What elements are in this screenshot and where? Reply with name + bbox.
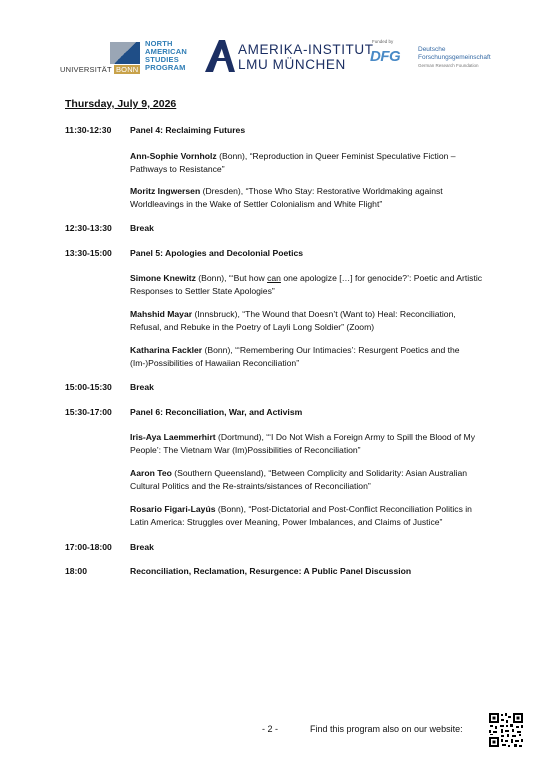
talk-details: (Bonn), “‘Remembering Our Intimacies’: Resurgent Poetics and the (Im-)Possibilities of Hawaiian Reconciliation” <box>130 345 460 368</box>
session-title: Break <box>130 382 154 392</box>
speaker-name: Katharina Fackler <box>130 345 203 355</box>
talk-details-emphasis: can <box>267 273 281 283</box>
talk-details: (Southern Queensland), “Between Complicity and Solidarity: Asian Australian Cultural Politics and the Re-straints/sistances of Reconciliation” <box>130 468 468 491</box>
talk-details: (Bonn), “Post-Dictatorial and Post-Conflict Reconciliation Politics in Latin America: Struggles over Meaning, Power Imbalances, and Claims of Justice” <box>130 504 472 527</box>
session-time: 18:00 <box>65 566 87 576</box>
speaker-name: Moritz Ingwersen <box>130 186 201 196</box>
session-title: Panel 4: Reclaiming Futures <box>130 125 246 135</box>
session-time: 17:00-18:00 <box>65 542 112 552</box>
talk-details: (Dresden), “Those Who Stay: Restorative Worldmaking against Worldleavings in the Wake of Settler Colonialism and White Flight” <box>130 186 443 209</box>
bonn-logo-text: UNIVERSITÄT <box>60 65 112 74</box>
talk-entry <box>130 150 485 176</box>
talk-entry <box>130 185 485 211</box>
talk-entry <box>130 272 485 298</box>
talk-details: (Dortmund), “‘I Do Not Wish a Foreign Army to Spill the Blood of My People’: The Vietnam War (Im)Possibilities of Reconciliation” <box>130 432 475 455</box>
talk-entry <box>130 308 485 334</box>
north-american-studies-program-logo: NORTH AMERICAN STUDIES PROGRAM <box>145 39 188 72</box>
speaker-name: Ann-Sophie Vornholz <box>130 151 217 161</box>
talk-entry <box>130 503 485 529</box>
speaker-name: Simone Knewitz <box>130 273 196 283</box>
session-title: Panel 5: Apologies and Decolonial Poetics <box>130 248 304 258</box>
talk-entry <box>130 431 485 457</box>
amerika-institut-logo-mark <box>205 40 235 72</box>
speaker-name: Mahshid Mayar <box>130 309 193 319</box>
session-time: 15:30-17:00 <box>65 407 112 417</box>
talk-details-b: one apologize […] for genocide?’: Poetic and Artistic Responses to Settler State Apologies” <box>130 273 483 296</box>
university-bonn-logo <box>60 40 140 76</box>
session-title: Break <box>130 223 154 233</box>
page-number: - 2 - <box>262 724 279 734</box>
session-title: Break <box>130 542 154 552</box>
speaker-name: Aaron Teo <box>130 468 172 478</box>
session-time: 13:30-15:00 <box>65 248 112 258</box>
speaker-name: Iris-Aya Laemmerhirt <box>130 432 216 442</box>
session-time: 12:30-13:30 <box>65 223 112 233</box>
bonn-logo-mark <box>110 42 140 64</box>
amerika-institut-logo-text: AMERIKA-INSTITUT LMU MÜNCHEN <box>238 42 374 72</box>
session-time: 11:30-12:30 <box>65 125 112 135</box>
speaker-name: Rosario Figari-Layús <box>130 504 216 514</box>
talk-details: (Bonn), “Reproduction in Queer Feminist Speculative Fiction – Pathways to Resistance” <box>130 151 456 174</box>
bonn-logo-tag: BONN <box>115 65 139 74</box>
talk-details: (Innsbruck), “The Wound that Doesn’t (Want to) Heal: Reconciliation, Refusal, and Rebuke in the Poetry of Layli Long Soldier” (Zoom) <box>130 309 456 332</box>
session-time: 15:00-15:30 <box>65 382 112 392</box>
session-title: Reconciliation, Reclamation, Resurgence: A Public Panel Discussion <box>130 566 412 576</box>
talk-details-a: (Bonn), “‘But how <box>195 273 268 283</box>
website-note: Find this program also on our website: <box>310 724 463 734</box>
session-title: Panel 6: Reconciliation, War, and Activism <box>130 407 303 417</box>
talk-entry <box>130 344 485 370</box>
qr-code-icon[interactable] <box>488 712 524 748</box>
program-date-heading: Thursday, July 9, 2026 <box>65 98 177 110</box>
talk-entry <box>130 467 485 493</box>
